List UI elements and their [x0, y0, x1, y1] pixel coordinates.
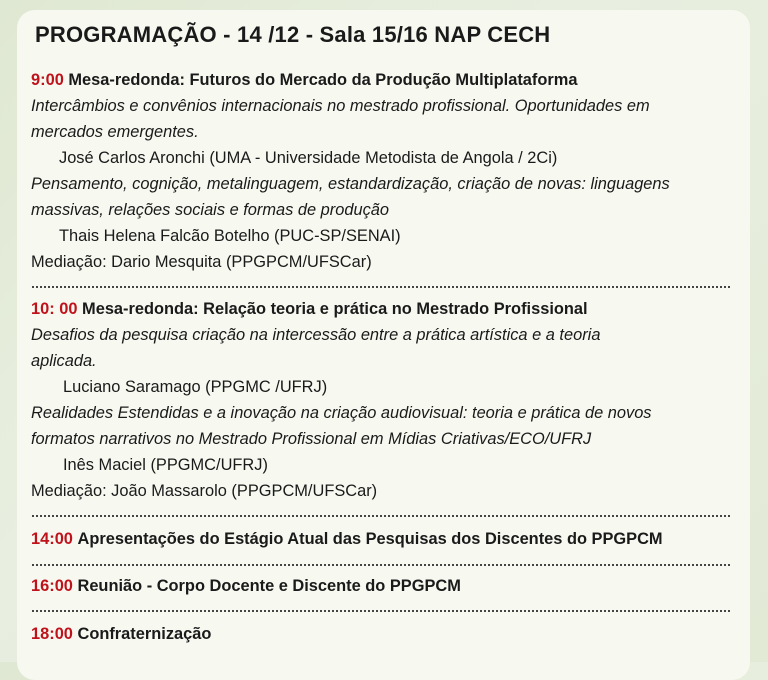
- session-heading: Apresentações do Estágio Atual das Pesquisas dos Discentes do PPGPCM: [77, 530, 663, 548]
- page-title: PROGRAMAÇÃO - 14 /12 - Sala 15/16 NAP CECH: [35, 22, 551, 47]
- speaker: Thais Helena Falcão Botelho (PUC-SP/SENAI): [59, 227, 401, 245]
- dotted-divider: [32, 515, 730, 517]
- talk-title-line: Pensamento, cognição, metalinguagem, estandardização, criação de novas: linguagens: [31, 175, 670, 193]
- talk-title-line: formatos narrativos no Mestrado Profissional em Mídias Criativas/ECO/UFRJ: [31, 430, 592, 448]
- session-heading: Mesa-redonda: Relação teoria e prática no Mestrado Profissional: [82, 300, 588, 318]
- session-9h: [31, 67, 746, 275]
- session-10h: [31, 296, 746, 504]
- speaker: Inês Maciel (PPGMC/UFRJ): [63, 456, 268, 474]
- session-14h: [31, 526, 746, 552]
- talk-title-line: massivas, relações sociais e formas de produção: [31, 201, 390, 219]
- session-heading: Reunião - Corpo Docente e Discente do PPGPCM: [77, 577, 461, 595]
- mediation: Mediação: Dario Mesquita (PPGPCM/UFSCar): [31, 253, 372, 271]
- mediation: Mediação: João Massarolo (PPGPCM/UFSCar): [31, 482, 378, 500]
- session-time: 16:00: [31, 577, 73, 595]
- session-time: 9:00: [31, 71, 64, 89]
- talk-title-line: Realidades Estendidas e a inovação na criação audiovisual: teoria e prática de novos: [31, 404, 652, 422]
- session-time: 10: 00: [31, 300, 78, 318]
- session-heading: Mesa-redonda: Futuros do Mercado da Produção Multiplataforma: [68, 71, 578, 89]
- dotted-divider: [32, 564, 730, 566]
- speaker: Luciano Saramago (PPGMC /UFRJ): [63, 378, 328, 396]
- session-time: 14:00: [31, 530, 73, 548]
- session-16h: [31, 573, 746, 599]
- session-18h: [31, 621, 746, 647]
- speaker: José Carlos Aronchi (UMA - Universidade Metodista de Angola / 2Ci): [59, 149, 558, 167]
- session-heading: Confraternização: [77, 625, 212, 643]
- session-time: 18:00: [31, 625, 73, 643]
- talk-title-line: Desafios da pesquisa criação na intercessão entre a prática artística e a teoria: [31, 326, 601, 344]
- talk-title-line: mercados emergentes.: [31, 123, 199, 141]
- talk-title-line: aplicada.: [31, 352, 97, 370]
- dotted-divider: [32, 286, 730, 288]
- dotted-divider: [32, 610, 730, 612]
- talk-title-line: Intercâmbios e convênios internacionais no mestrado profissional. Oportunidades em: [31, 97, 650, 115]
